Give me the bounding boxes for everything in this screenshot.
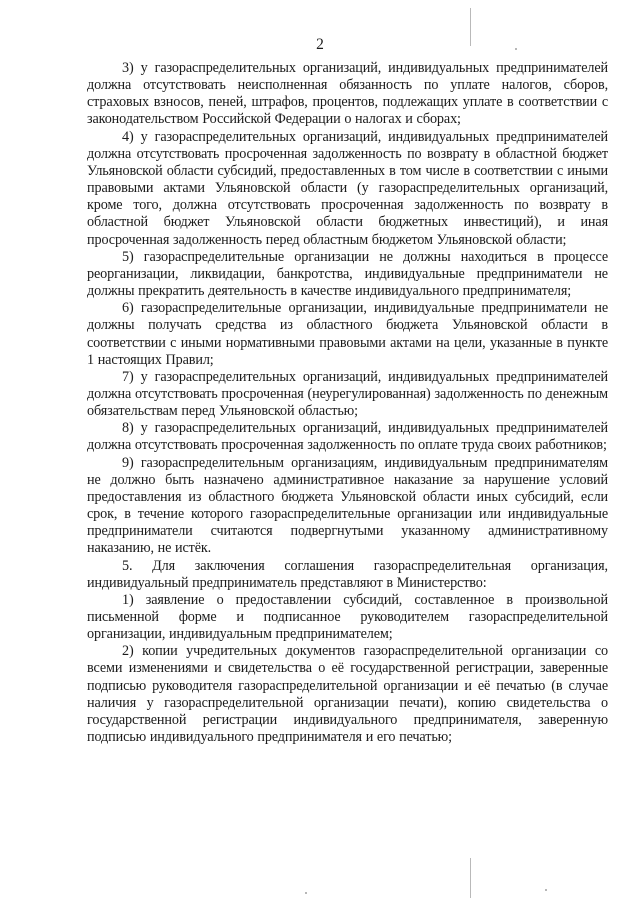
paragraph-6-other-funds: 6) газораспределительные организации, индивидуальные предприниматели не должны получать средства из областного бюджета Ульяновской области в соответствии с иными нормативными правовыми актами на цели, указанные в пункте 1 настоящих Правил; xyxy=(87,300,608,368)
section-5-agreement-documents: 5. Для заключения соглашения газораспределительная организация, индивидуальный предприниматель представляют в Министерство: xyxy=(87,557,608,591)
paragraph-7-monetary-obligations: 7) у газораспределительных организаций, индивидуальных предпринимателей должна отсутствовать просроченная (неурегулированная) задолженность по денежным обязательствам перед Ульяновской областью; xyxy=(87,368,608,420)
document-body xyxy=(87,60,608,746)
paragraph-9-administrative-penalty: 9) газораспределительным организациям, индивидуальным предпринимателям не должно быть назначено административное наказание за нарушение условий предоставления из областного бюджета Ульяновской области иных субсидий, если срок, в течение которого газораспределительные организации или индивидуальные предприниматели считаются подвергнутыми указанному административному наказанию, не истёк. xyxy=(87,454,608,557)
paragraph-5-reorganization: 5) газораспределительные организации не должны находиться в процессе реорганизации, ликвидации, банкротства, индивидуальные предприниматели не должны прекратить деятельность в качестве индивидуального предпринимателя; xyxy=(87,248,608,300)
scan-artifact-speck xyxy=(305,892,307,894)
paragraph-4-overdue-debt: 4) у газораспределительных организаций, индивидуальных предпринимателей должна отсутствовать просроченная задолженность по возврату в областной бюджет Ульяновской области субсидий, предоставленных в том числе в соответствии с иными правовыми актами Ульяновской области (у газораспределительных организаций, кроме того, должна отсутствовать просроченная задолженность по возврату в областной бюджет Ульяновской области бюджетных инвестиций), и иная просроченная задолженность перед областным бюджетом Ульяновской области; xyxy=(87,128,608,248)
page-number: 2 xyxy=(316,36,324,53)
paragraph-3-tax-obligations: 3) у газораспределительных организаций, индивидуальных предпринимателей должна отсутствовать неисполненная обязанность по уплате налогов, сборов, страховых взносов, пеней, штрафов, процентов, подлежащих уплате в соответствии с законодательством Российской Федерации о налогах и сборах; xyxy=(87,60,608,128)
item-2-founding-documents: 2) копии учредительных документов газораспределительной организации со всеми изменениями и свидетельства о её государственной регистрации, заверенные подписью руководителя газораспределительной организации и её печатью (в случае наличия у газораспределительной организации печати), копию свидетельства о государственной регистрации индивидуального предпринимателя, заверенную подписью индивидуального предпринимателя и его печатью; xyxy=(87,643,608,746)
paragraph-8-wage-arrears: 8) у газораспределительных организаций, индивидуальных предпринимателей должна отсутствовать просроченная задолженность по оплате труда своих работников; xyxy=(87,420,608,454)
scan-artifact-speck xyxy=(545,889,547,891)
scan-artifact-speck xyxy=(515,48,517,50)
item-1-application: 1) заявление о предоставлении субсидий, составленное в произвольной письменной форме и подписанное руководителем газораспределительной организации, индивидуальным предпринимателем; xyxy=(87,591,608,643)
scan-artifact-line xyxy=(470,858,471,898)
scan-artifact-line xyxy=(470,8,471,46)
